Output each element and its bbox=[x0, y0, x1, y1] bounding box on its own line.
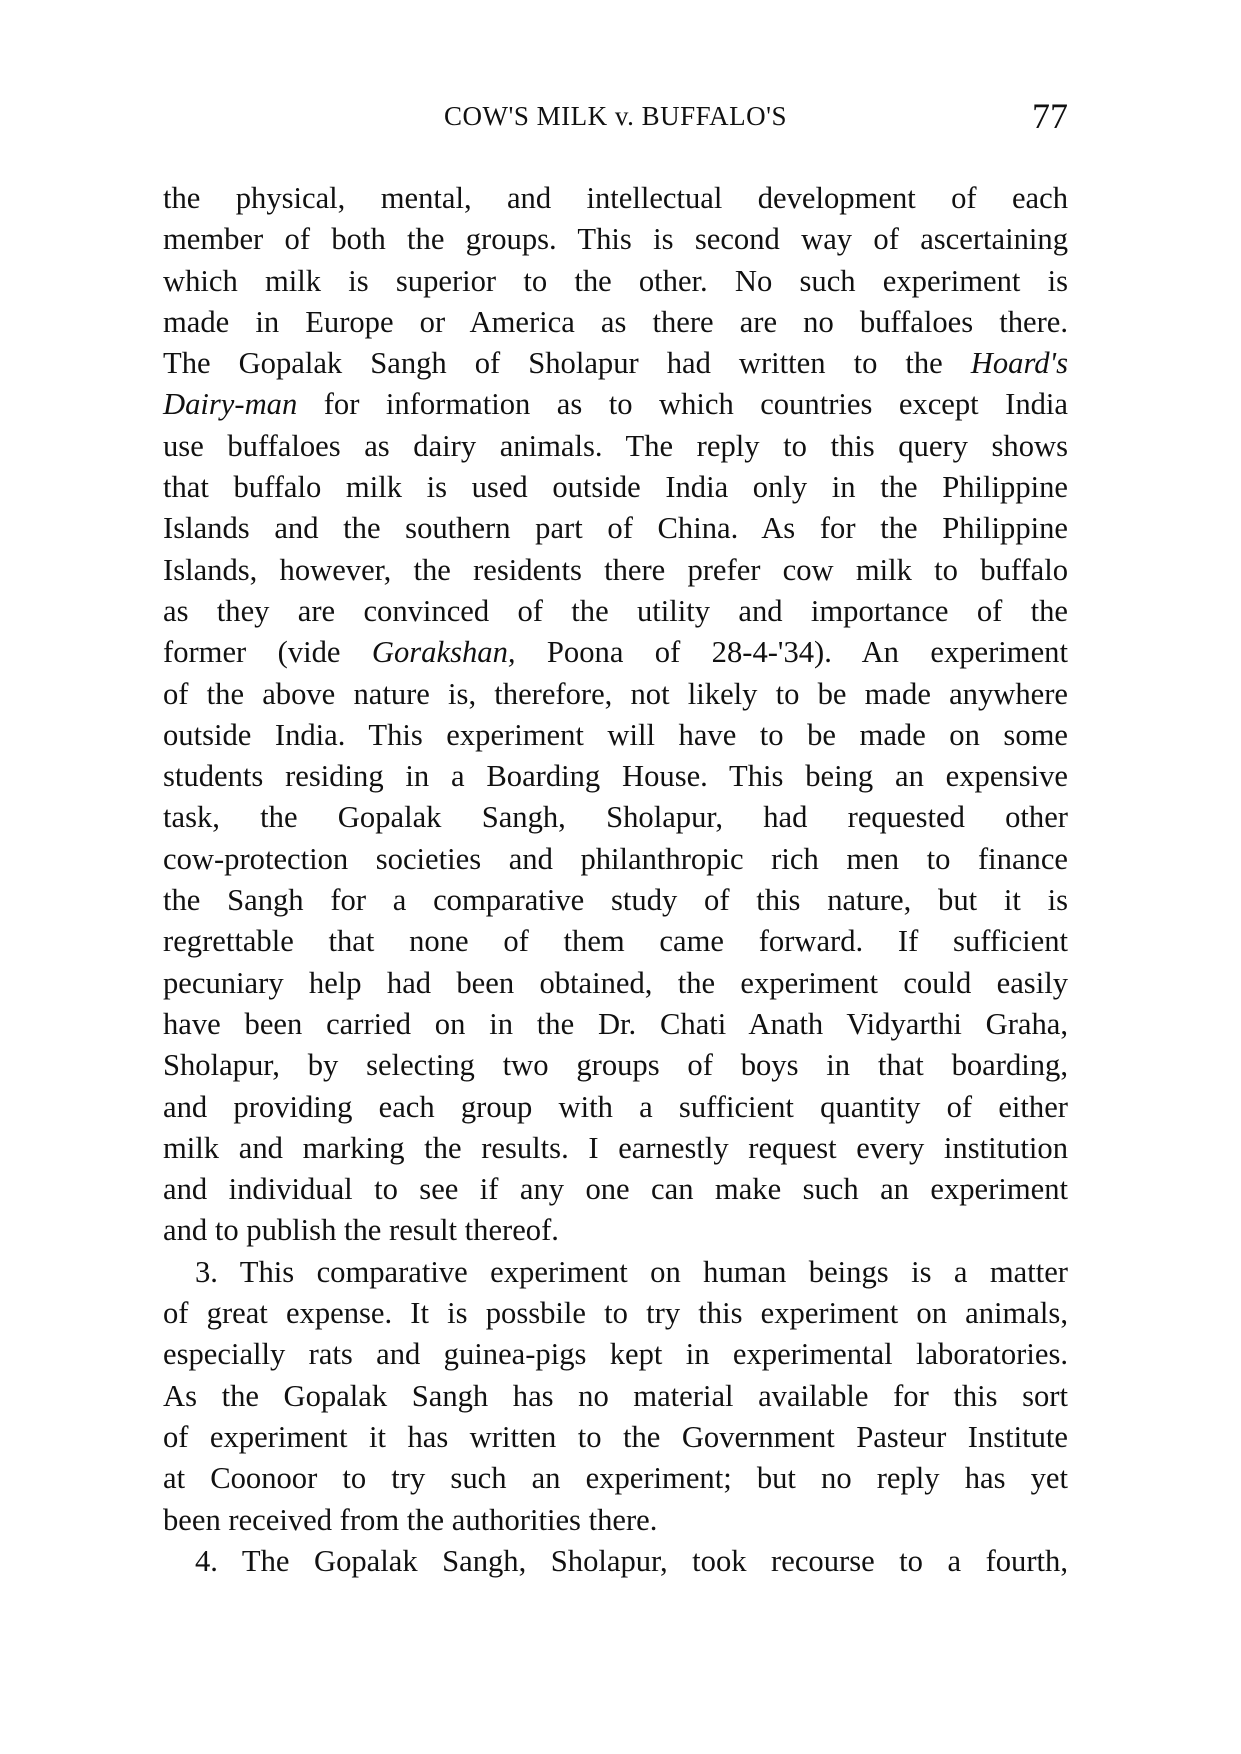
text-line bbox=[163, 674, 1068, 715]
text-run: the physical, mental, and intellectual development of each bbox=[163, 181, 1068, 215]
text-line bbox=[163, 1210, 1068, 1251]
text-line bbox=[163, 1004, 1068, 1045]
text-line bbox=[163, 426, 1068, 467]
text-line bbox=[163, 1252, 1068, 1293]
text-run: use buffaloes as dairy animals. The reply to this query shows bbox=[163, 428, 1068, 463]
text-run: pecuniary help had been obtained, the experiment could easily bbox=[163, 965, 1068, 1000]
text-run: made in Europe or America as there are no buffaloes there. bbox=[163, 304, 1068, 339]
text-line bbox=[163, 302, 1068, 343]
text-run: as they are convinced of the utility and importance of the bbox=[163, 593, 1068, 628]
text-run: 3. This comparative experiment on human beings is a matter bbox=[195, 1254, 1068, 1289]
text-line bbox=[163, 1458, 1068, 1499]
body-text bbox=[163, 178, 1068, 1582]
text-run: outside India. This experiment will have to be made on some bbox=[163, 717, 1068, 752]
text-run: of experiment it has written to the Government Pasteur Institute bbox=[163, 1419, 1068, 1454]
text-run: which milk is superior to the other. No such experiment is bbox=[163, 263, 1068, 298]
text-line bbox=[163, 261, 1068, 302]
text-run: Islands and the southern part of China. As for the Philippine bbox=[163, 511, 1068, 546]
text-line bbox=[163, 467, 1068, 508]
text-run: The Gopalak Sangh of Sholapur had written to the bbox=[163, 346, 971, 381]
text-run: cow-protection societies and philanthropic rich men to finance bbox=[163, 841, 1068, 876]
text-run: the Sangh for a comparative study of this nature, but it is bbox=[163, 883, 1068, 918]
text-line bbox=[163, 1293, 1068, 1334]
text-line bbox=[163, 839, 1068, 880]
paragraph bbox=[163, 1252, 1068, 1541]
running-head bbox=[163, 95, 1068, 145]
text-run: for information as to which countries except India bbox=[297, 387, 1068, 422]
text-line bbox=[163, 1045, 1068, 1086]
text-run: Sholapur, by selecting two groups of boys in that boarding, bbox=[163, 1048, 1068, 1083]
text-line bbox=[163, 632, 1068, 673]
text-run: students residing in a Boarding House. This being an expensive bbox=[163, 759, 1068, 794]
text-run: regrettable that none of them came forward. If sufficient bbox=[163, 924, 1068, 959]
text-run: Islands, however, the residents there prefer cow milk to buffalo bbox=[163, 552, 1068, 587]
text-line bbox=[163, 1376, 1068, 1417]
text-line bbox=[163, 1169, 1068, 1210]
text-run: of great expense. It is possbile to try this experiment on animals, bbox=[163, 1296, 1068, 1331]
text-line bbox=[163, 1417, 1068, 1458]
text-run: As the Gopalak Sangh has no material available for this sort bbox=[163, 1378, 1068, 1413]
text-line bbox=[163, 963, 1068, 1004]
italic-text: Dairy-man bbox=[163, 387, 298, 422]
text-run: have been carried on in the Dr. Chati Anath Vidyarthi Graha, bbox=[163, 1006, 1068, 1041]
text-line bbox=[163, 1500, 1068, 1541]
text-run: that buffalo milk is used outside India only in the Philippine bbox=[163, 470, 1068, 505]
running-title: COW'S MILK v. BUFFALO'S bbox=[443, 101, 787, 131]
text-run: former (vide bbox=[163, 635, 372, 670]
text-line bbox=[163, 343, 1068, 384]
text-line bbox=[163, 1334, 1068, 1375]
text-line bbox=[163, 1541, 1068, 1582]
text-line bbox=[163, 178, 1068, 219]
text-run: Poona of 28-4-'34). An experiment bbox=[515, 635, 1068, 670]
text-run: milk and marking the results. I earnestly request every institution bbox=[163, 1130, 1068, 1165]
text-line bbox=[163, 797, 1068, 838]
page-number: 77 bbox=[1032, 96, 1068, 136]
text-run: especially rats and guinea-pigs kept in experimental laboratories. bbox=[163, 1337, 1068, 1372]
text-line bbox=[163, 880, 1068, 921]
text-line bbox=[163, 715, 1068, 756]
text-line bbox=[163, 756, 1068, 797]
text-line bbox=[163, 1128, 1068, 1169]
text-line bbox=[163, 508, 1068, 549]
text-run: of the above nature is, therefore, not likely to be made anywhere bbox=[163, 676, 1068, 711]
text-line bbox=[163, 921, 1068, 962]
text-run: 4. The Gopalak Sangh, Sholapur, took recourse to a fourth, bbox=[195, 1543, 1068, 1578]
text-run: and individual to see if any one can make such an experiment bbox=[163, 1172, 1068, 1207]
text-run: and to publish the result thereof. bbox=[163, 1213, 559, 1248]
text-run: been received from the authorities there. bbox=[163, 1502, 658, 1537]
text-line bbox=[163, 384, 1068, 425]
paragraph bbox=[163, 178, 1068, 1252]
text-line bbox=[163, 219, 1068, 260]
text-line bbox=[163, 591, 1068, 632]
text-run: and providing each group with a sufficient quantity of either bbox=[163, 1089, 1068, 1124]
paragraph bbox=[163, 1541, 1068, 1582]
italic-text: Hoard's bbox=[970, 346, 1068, 381]
text-line bbox=[163, 1087, 1068, 1128]
italic-text: Gorakshan, bbox=[371, 635, 516, 670]
text-run: task, the Gopalak Sangh, Sholapur, had requested other bbox=[163, 800, 1068, 835]
text-line bbox=[163, 550, 1068, 591]
text-run: member of both the groups. This is second way of ascertaining bbox=[163, 222, 1068, 257]
text-run: at Coonoor to try such an experiment; but no reply has yet bbox=[163, 1461, 1068, 1496]
